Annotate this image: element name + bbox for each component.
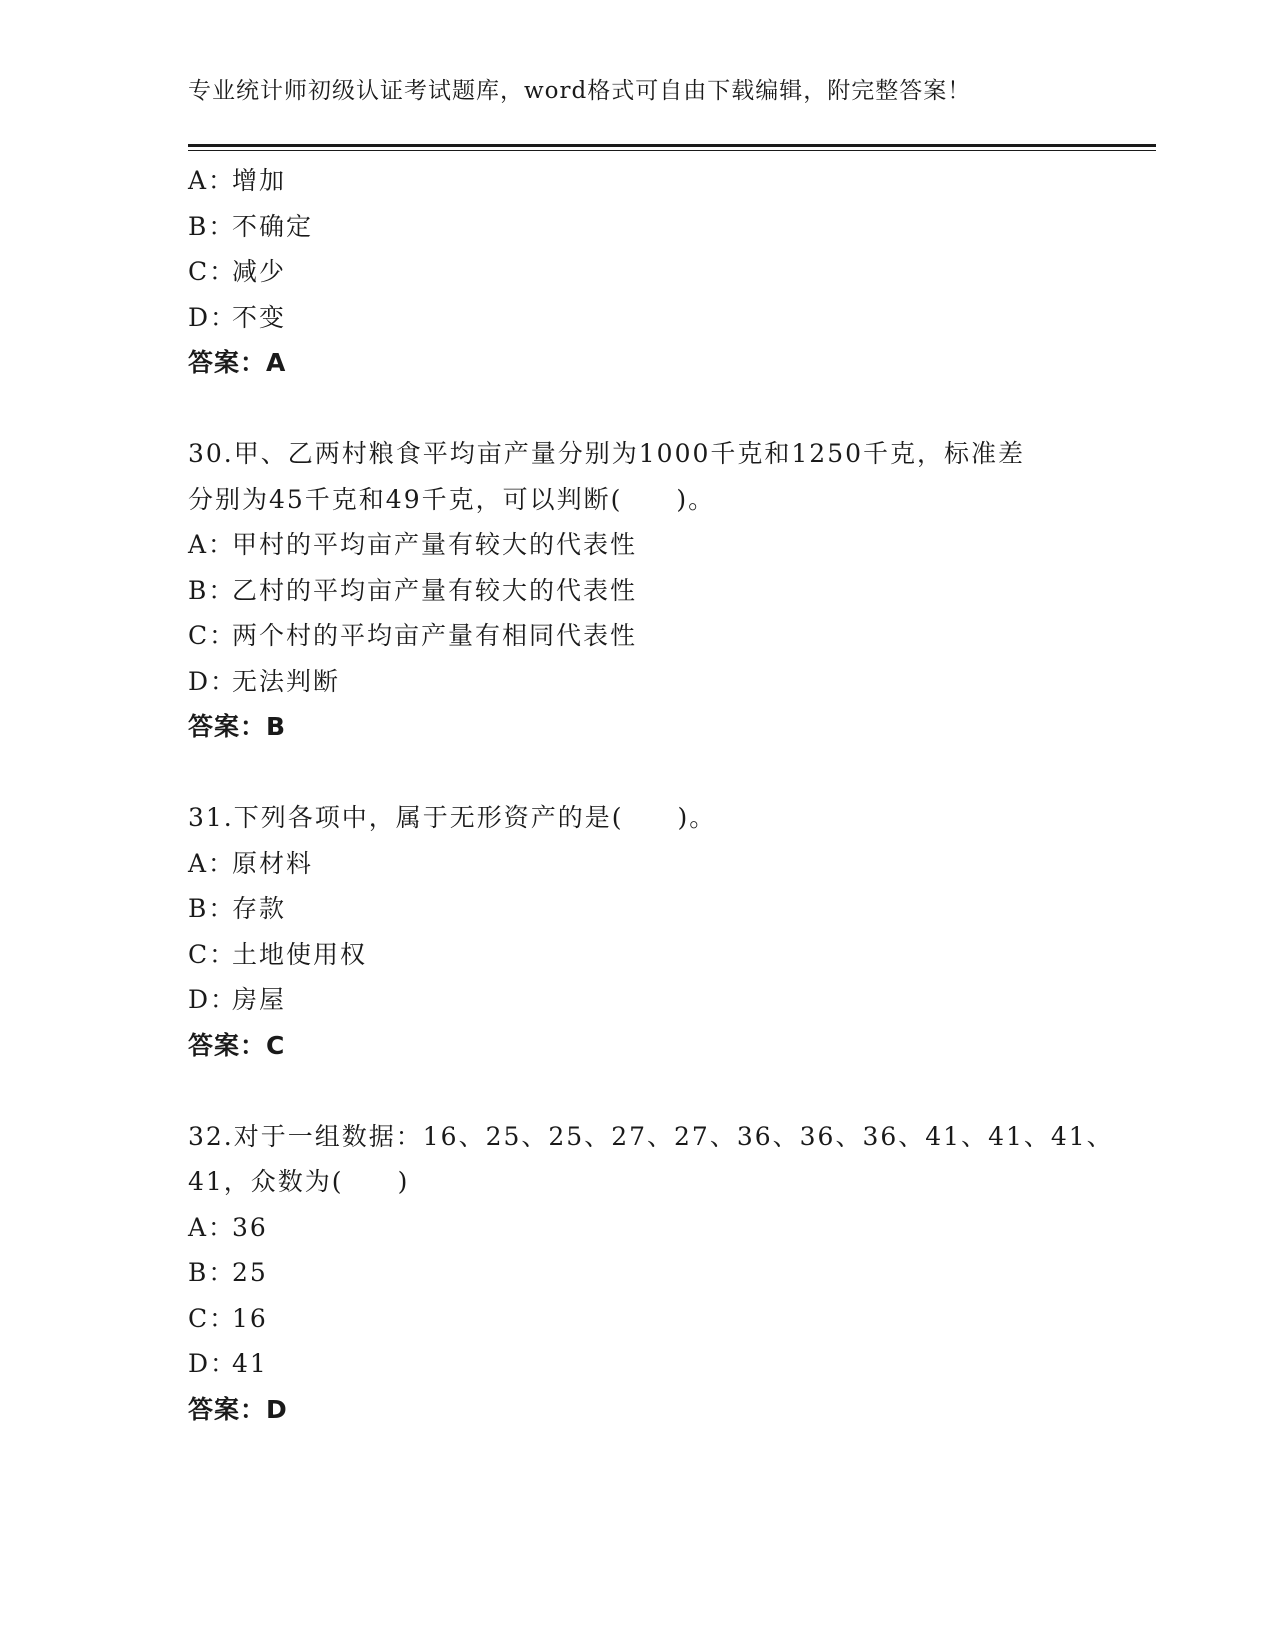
option-text: 36 <box>232 1212 268 1242</box>
option-letter: A： <box>188 848 236 878</box>
option-letter: A： <box>188 530 236 559</box>
option-a <box>188 841 1088 887</box>
option-letter: D： <box>188 666 238 696</box>
question-stem-continued: 41，众数为( ) <box>188 1167 410 1196</box>
option-letter: C： <box>188 621 237 650</box>
option-letter: C： <box>188 1303 237 1333</box>
question-32 <box>188 1114 1114 1433</box>
option-text: 25 <box>232 1258 268 1287</box>
answer-line: 答案：D <box>188 1394 288 1424</box>
answer-line: 答案：C <box>188 1030 286 1060</box>
option-letter: B： <box>188 211 236 241</box>
option-text: 两个村的平均亩产量有相同代表性 <box>232 621 638 650</box>
answer-line: 答案：B <box>188 712 287 741</box>
option-a <box>188 522 1088 568</box>
option-text: 无法判断 <box>232 666 341 696</box>
option-c <box>188 932 1088 978</box>
option-letter: D： <box>188 302 238 332</box>
question-30 <box>188 431 1088 750</box>
option-letter: B： <box>188 894 236 923</box>
question-stem-continued: 分别为45千克和49千克，可以判断( )。 <box>188 484 716 514</box>
option-c <box>188 1296 1088 1342</box>
option-letter: A： <box>188 166 236 195</box>
question-31 <box>188 795 1088 1068</box>
option-text: 房屋 <box>232 985 287 1014</box>
question-spacer <box>188 386 1088 432</box>
option-b <box>188 568 1088 614</box>
option-text: 不变 <box>232 302 287 332</box>
option-letter: C： <box>188 257 237 286</box>
option-d <box>188 977 1088 1023</box>
header-rule-thin <box>188 150 1156 151</box>
question-spacer <box>188 750 1088 796</box>
header-rule-thick <box>188 144 1156 147</box>
option-b <box>188 204 1088 250</box>
option-text: 不确定 <box>232 211 314 241</box>
option-text: 乙村的平均亩产量有较大的代表性 <box>232 575 638 605</box>
question-content <box>188 158 1114 1432</box>
question-stem: 31.下列各项中，属于无形资产的是( )。 <box>188 803 717 832</box>
option-b <box>188 886 1088 932</box>
page-header: 专业统计师初级认证考试题库，word格式可自由下载编辑，附完整答案！ <box>188 78 972 104</box>
option-letter: B： <box>188 575 236 605</box>
option-text: 甲村的平均亩产量有较大的代表性 <box>232 530 638 559</box>
option-c <box>188 249 1088 295</box>
option-text: 16 <box>232 1303 268 1333</box>
option-c <box>188 613 1088 659</box>
option-letter: D： <box>188 1349 238 1378</box>
option-d <box>188 295 1088 341</box>
option-text: 土地使用权 <box>232 939 368 969</box>
option-text: 减少 <box>232 257 287 286</box>
option-d <box>188 1341 1088 1387</box>
option-d <box>188 659 1088 705</box>
option-text: 41 <box>232 1349 268 1378</box>
option-letter: B： <box>188 1258 236 1287</box>
question-stem: 30.甲、乙两村粮食平均亩产量分别为1000千克和1250千克，标准差 <box>188 439 1026 468</box>
question-29-tail <box>188 158 1088 386</box>
option-text: 原材料 <box>232 848 314 878</box>
answer-line: 答案：A <box>188 348 287 377</box>
option-letter: D： <box>188 985 238 1014</box>
option-a <box>188 158 1088 204</box>
option-letter: C： <box>188 939 237 969</box>
option-letter: A： <box>188 1212 236 1242</box>
question-spacer <box>188 1068 1088 1114</box>
question-stem: 32.对于一组数据：16、25、25、27、27、36、36、36、41、41、41、 <box>188 1121 1114 1151</box>
option-text: 存款 <box>232 894 287 923</box>
option-text: 增加 <box>232 166 287 195</box>
option-a <box>188 1205 1088 1251</box>
option-b <box>188 1250 1088 1296</box>
